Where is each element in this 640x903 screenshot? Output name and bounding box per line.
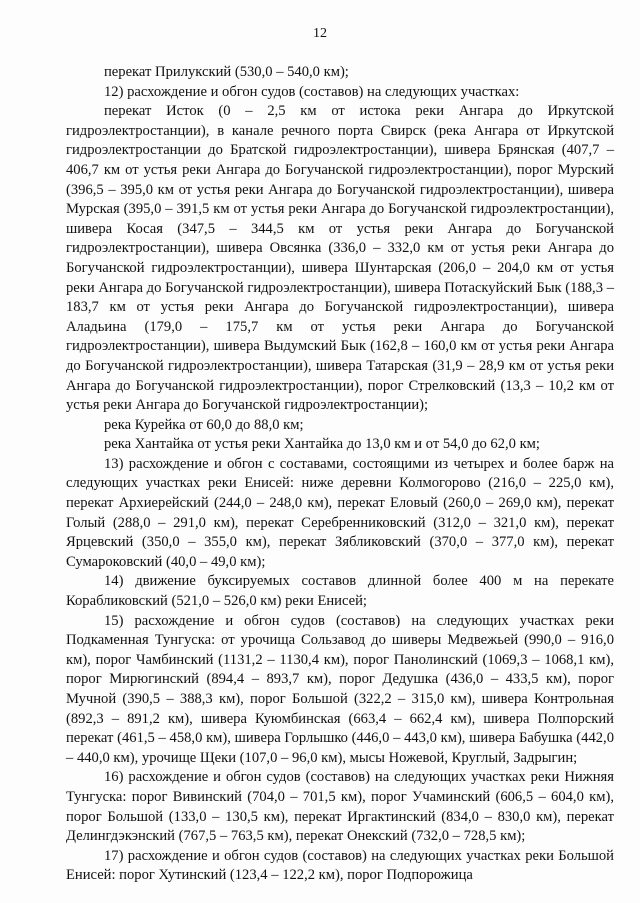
paragraph-khantaika: река Хантайка от устья реки Хантайка до 13,0 км и от 54,0 до 62,0 км; — [104, 436, 540, 453]
paragraph-prilukskiy: перекат Прилукский (530,0 – 540,0 км); — [104, 64, 349, 80]
paragraph-item-17: 17) расхождение и обгон судов (составов) на следующих участках реки Большой Енисей: порог Хутинский (123,4 – 122,2 км), порог Подпорожица — [66, 847, 614, 884]
page-number: 12 — [313, 26, 327, 41]
document-body — [66, 63, 614, 886]
paragraph-item-14: 14) движение буксируемых составов длинной более 400 м на перекате Корабликовский (521,0 – 526,0 км) реки Енисей; — [66, 573, 614, 610]
paragraph-angara-sections: перекат Исток (0 – 2,5 км от истока реки Ангара до Иркутской гидроэлектростанции), в канале речного порта Свирск (река Ангара от Иркутской гидроэлектростанции до Братской гидроэлектростанции), шивера Брянская (407,7 – 406,7 км от устья реки Ангара до Богучанской гидроэлектростанции), порог Мурский (396,5 – 395,0 км от устья реки Ангара до Богучанской гидроэлектростанции), шивера Мурская (395,0 – 391,5 км от устья реки Ангара до Богучанской гидроэлектростанции), шивера Косая (347,5 – 344,5 км от устья реки Ангара до Богучанской гидроэлектростанции), шивера Овсянка (336,0 – 332,0 км от устья реки Ангара до Богучанской гидроэлектростанции), шивера Шунтарская (206,0 – 204,0 км от устья реки Ангара до Богучанской гидроэлектростанции), шивера Потаскуйский Бык (188,3 – 183,7 км от устья реки Ангара до Богучанской гидроэлектростанции), шивера Аладьина (179,0 – 175,7 км от устья реки Ангара до Богучанской гидроэлектростанции), шивера Выдумский Бык (162,8 – 160,0 км от устья реки Ангара до Богучанской гидроэлектростанции), шивера Татарская (31,9 – 28,9 км от устья реки Ангара до Богучанской гидроэлектростанции), порог Стрелковский (13,3 – 10,2 км от устья реки Ангара до Богучанской гидроэлектростанции); — [66, 103, 614, 414]
paragraph-item-12-heading: 12) расхождение и обгон судов (составов) на следующих участках: — [104, 83, 520, 100]
paragraph-item-13: 13) расхождение и обгон с составами, состоящими из четырех и более барж на следующих участках реки Енисей: ниже деревни Колмогорово (216,0 – 225,0 км), перекат Архиерейский (244,0 – 248,0 км), перекат Еловый (260,0 – 269,0 км), перекат Голый (288,0 – 291,0 км), перекат Серебренниковский (312,0 – 321,0 км), перекат Ярцевский (350,0 – 355,0 км), перекат Зябликовский (370,0 – 377,0 км), перекат Сумароковский (40,0 – 49,0 км); — [66, 455, 614, 570]
paragraph-item-15: 15) расхождение и обгон судов (составов) на следующих участках реки Подкаменная Тунгуска: от урочища Сользавод до шиверы Медвежьей (990,0 – 916,0 км), порог Чамбинский (1131,2 – 1130,4 км), порог Панолинский (1069,3 – 1068,1 км), порог Мирюгинский (894,4 – 893,7 км), порог Дедушка (436,0 – 433,5 км), порог Мучной (390,5 – 388,3 км), порог Большой (322,2 – 315,0 км), шивера Контрольная (892,3 – 891,2 км), шивера Куюмбинская (663,4 – 662,4 км), шивера Полпорский перекат (461,5 – 458,0 км), шивера Горлышко (446,0 – 443,0 км), шивера Бабушка (442,0 – 440,0 км), урочище Щеки (107,0 – 96,0 км), мысы Ножевой, Круглый, Задрыгин; — [66, 612, 614, 766]
paragraph-kureika: река Курейка от 60,0 до 88,0 км; — [104, 416, 304, 433]
paragraph-item-16: 16) расхождение и обгон судов (составов) на следующих участках реки Нижняя Тунгуска: порог Вивинский (704,0 – 701,5 км), порог Учаминский (606,5 – 604,0 км), порог Большой (133,0 – 130,5 км), перекат Иргактинский (834,0 – 830,0 км), перекат Делингдэкэнский (767,5 – 763,5 км), перекат Онекский (732,0 – 728,5 км); — [66, 769, 614, 845]
